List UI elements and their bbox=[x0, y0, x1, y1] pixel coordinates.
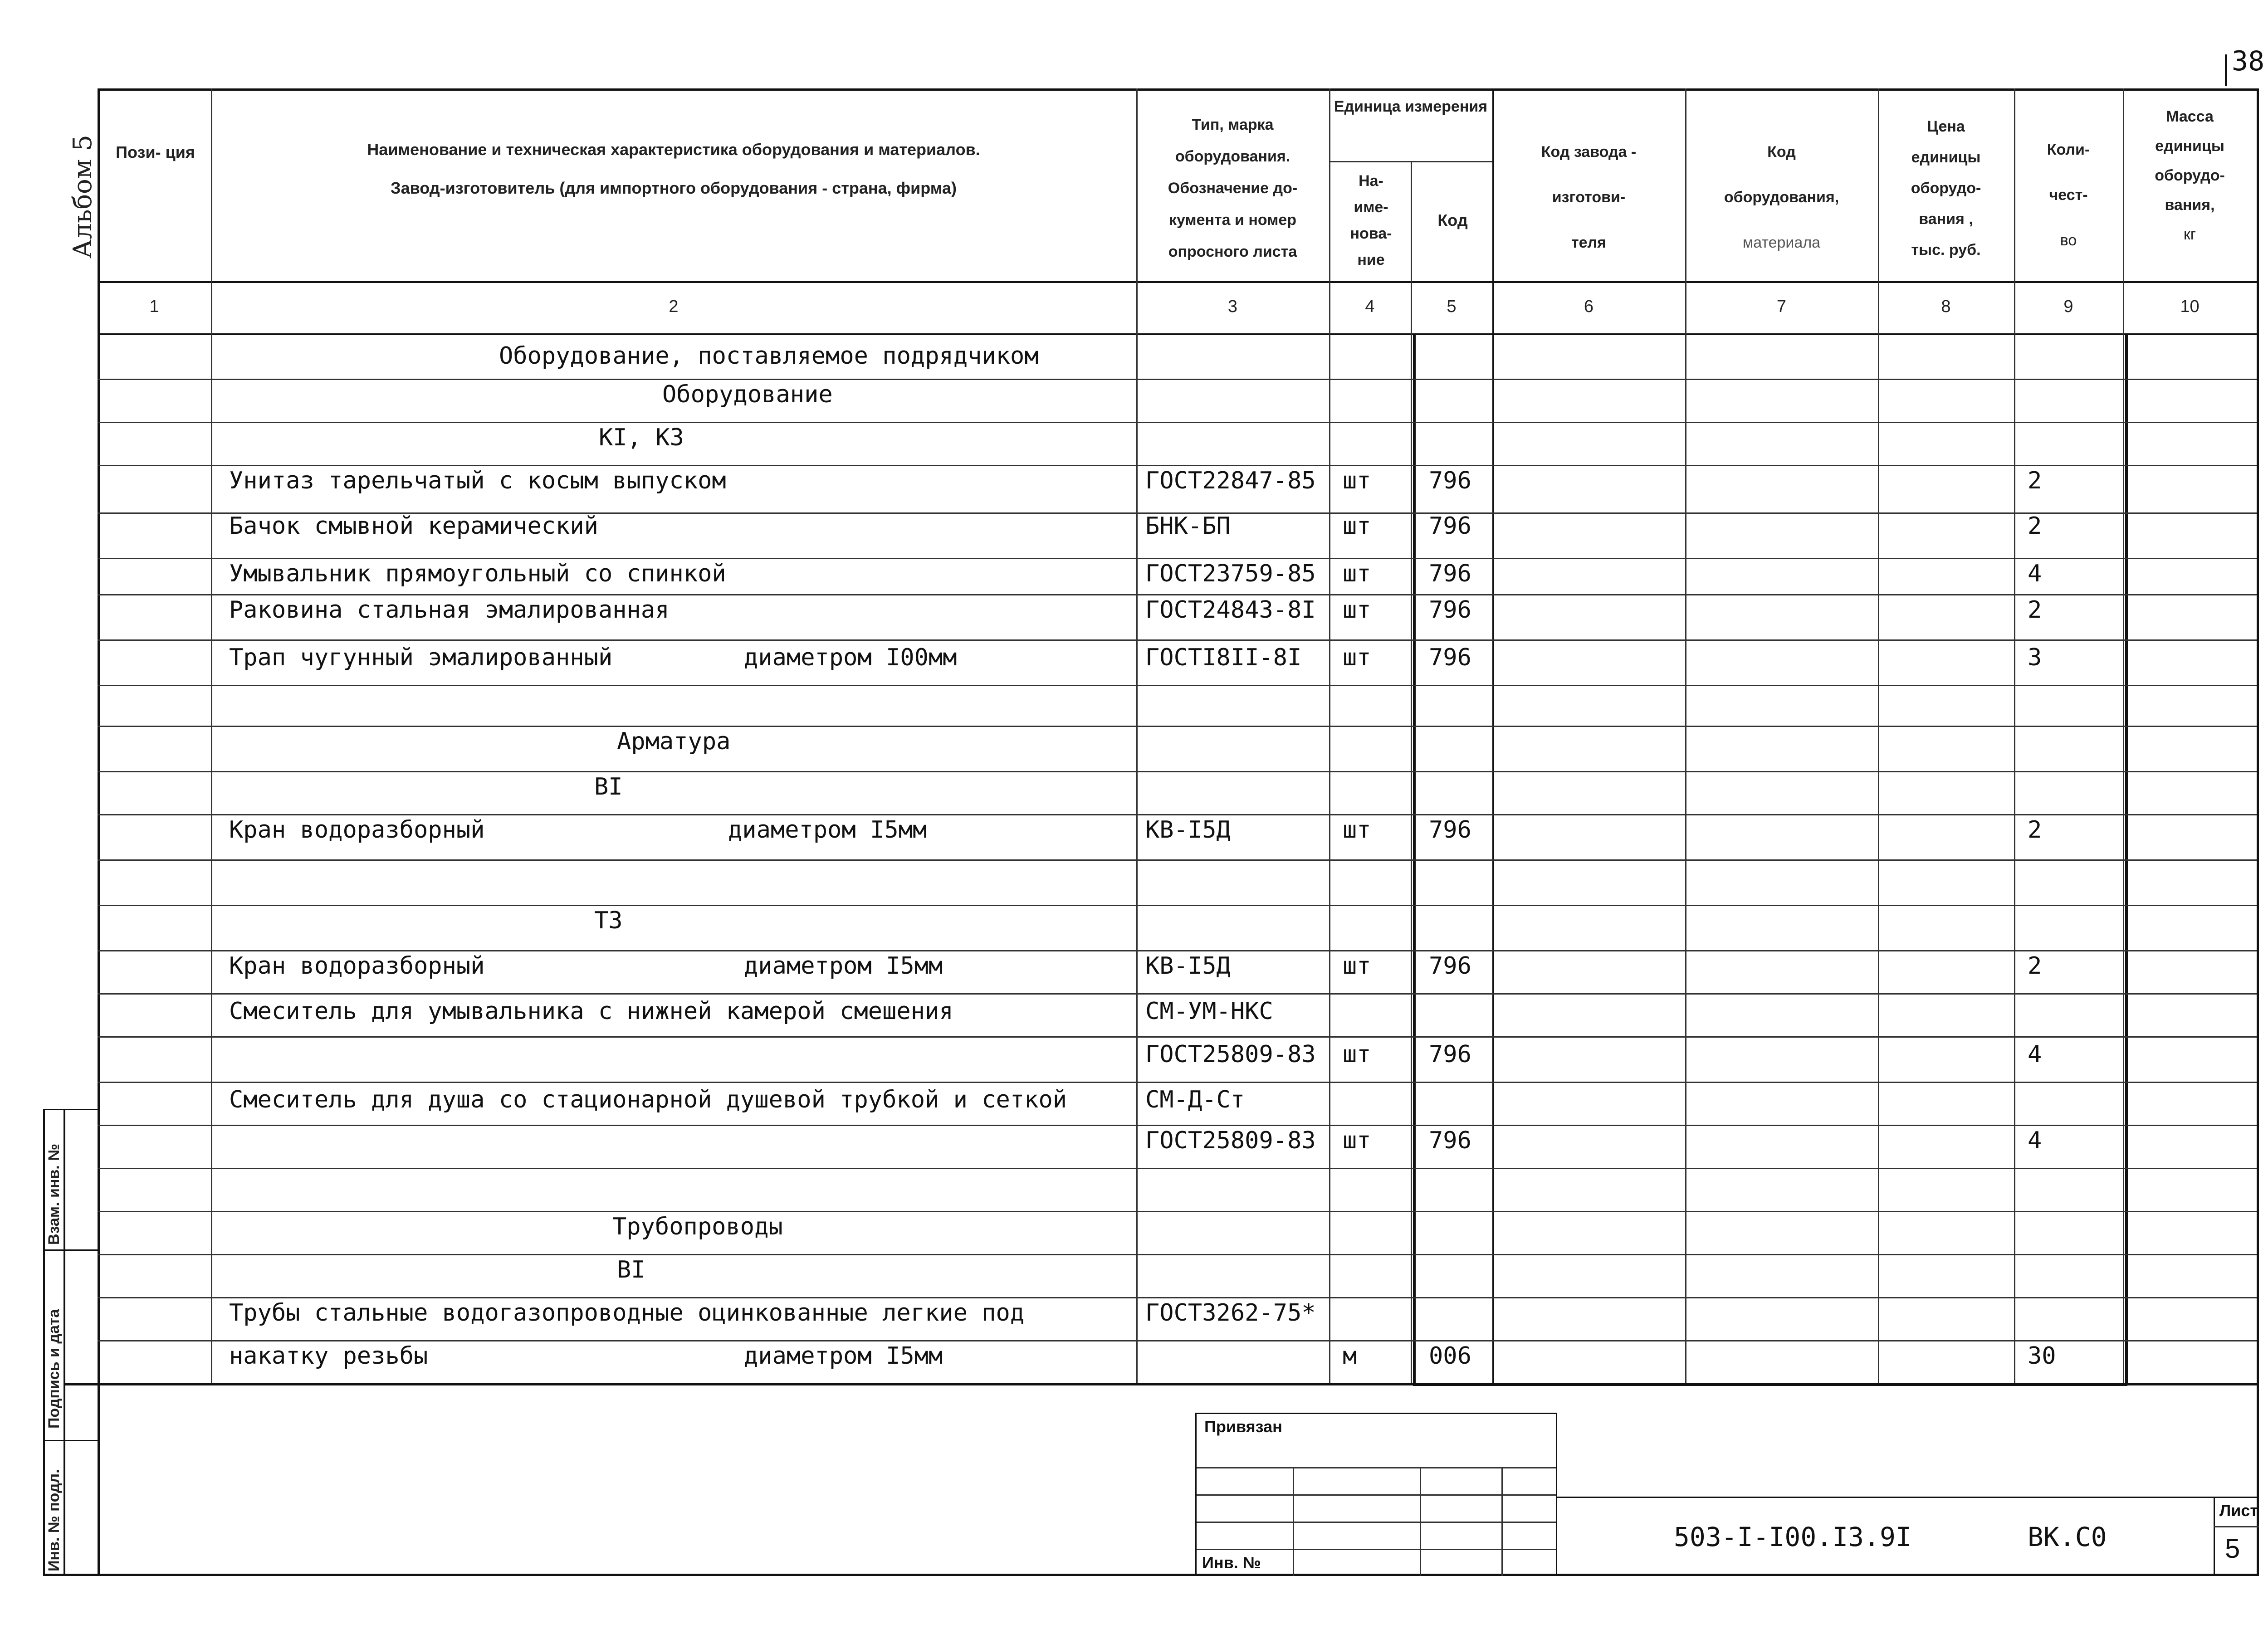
page-number-mark bbox=[2225, 54, 2227, 86]
row-unit: шт bbox=[1343, 952, 1371, 980]
row-unit-code: 796 bbox=[1429, 816, 1471, 844]
document-code: 503-I-I00.I3.9I bbox=[1674, 1522, 1911, 1552]
row-divider bbox=[98, 558, 2257, 559]
row-divider bbox=[98, 950, 2257, 951]
row-unit-code: 796 bbox=[1429, 560, 1471, 587]
sheet-number: 5 bbox=[2225, 1533, 2240, 1564]
row-name: Умывальник прямоугольный со спинкой bbox=[229, 560, 726, 587]
row-divider bbox=[98, 814, 2257, 815]
header-type: Тип, марка оборудования. Обозначение до- кумента и номер опросного листа bbox=[1168, 116, 1298, 260]
row-name: Трап чугунный эмалированный bbox=[229, 644, 613, 671]
row-quantity: 2 bbox=[2028, 816, 2042, 844]
header-name: Наименование и техническая характеристика оборудования и материалов. Завод-изготовитель (для импортного оборудования - страна, фирма) bbox=[367, 140, 980, 197]
header-unit-code: Код bbox=[1437, 211, 1468, 229]
row-name: ВI bbox=[594, 773, 623, 800]
row-divider bbox=[98, 1340, 2257, 1341]
row-divider bbox=[98, 993, 2257, 995]
row-name: Смеситель для душа со стационарной душевой трубкой и сеткой bbox=[229, 1086, 1067, 1113]
stamp-sign-date: Подпись и дата bbox=[45, 1309, 63, 1429]
row-type: ГОСТ23759-85 bbox=[1145, 560, 1316, 587]
row-type: БНК-БП bbox=[1145, 512, 1231, 540]
album-label: Альбом 5 bbox=[68, 135, 98, 259]
row-type: ГОСТI8II-8I bbox=[1145, 644, 1302, 671]
row-unit: шт bbox=[1343, 1127, 1371, 1154]
row-unit: шт bbox=[1343, 816, 1371, 844]
header-unit-group: Единица измерения bbox=[1334, 98, 1488, 115]
row-unit-code: 796 bbox=[1429, 512, 1471, 540]
row-quantity: 2 bbox=[2028, 467, 2042, 494]
row-quantity: 4 bbox=[2028, 560, 2042, 587]
row-divider bbox=[98, 1168, 2257, 1169]
row-name: Оборудование bbox=[662, 381, 833, 408]
row-name: КI, К3 bbox=[599, 424, 684, 451]
row-name: Трубы стальные водогазопроводные оцинкованные легкие под bbox=[229, 1299, 1025, 1327]
row-divider bbox=[98, 639, 2257, 641]
privyazan-label: Привязан bbox=[1204, 1417, 1282, 1436]
row-name: Арматура bbox=[617, 728, 731, 755]
stamp-vzam-inv: Взам. инв. № bbox=[45, 1143, 63, 1245]
page-number-top: 38 bbox=[2232, 45, 2265, 77]
row-unit: шт bbox=[1343, 467, 1371, 494]
row-quantity: 30 bbox=[2028, 1342, 2056, 1370]
header-equipment-code: Код оборудования, материала bbox=[1724, 143, 1839, 251]
row-name-detail: диаметром I5мм bbox=[744, 952, 943, 980]
row-divider bbox=[98, 771, 2257, 772]
row-divider bbox=[98, 685, 2257, 686]
row-divider bbox=[98, 1036, 2257, 1038]
row-unit: м bbox=[1343, 1342, 1357, 1370]
row-unit-code: 796 bbox=[1429, 467, 1471, 494]
row-divider bbox=[98, 1211, 2257, 1212]
row-unit-code: 006 bbox=[1429, 1342, 1471, 1370]
sheet-label: Лист bbox=[2219, 1501, 2258, 1520]
row-quantity: 2 bbox=[2028, 952, 2042, 980]
row-divider bbox=[98, 905, 2257, 906]
row-name: Раковина стальная эмалированная bbox=[229, 596, 670, 624]
row-unit: шт bbox=[1343, 596, 1371, 624]
row-name: Оборудование, поставляемое подрядчиком bbox=[499, 342, 1039, 370]
row-name: Смеситель для умывальника с нижней камерой смешения bbox=[229, 998, 953, 1025]
row-unit: шт bbox=[1343, 512, 1371, 540]
row-type: ГОСТ3262-75* bbox=[1145, 1299, 1316, 1327]
row-unit-code: 796 bbox=[1429, 952, 1471, 980]
row-type: ГОСТ22847-85 bbox=[1145, 467, 1316, 494]
row-unit-code: 796 bbox=[1429, 1127, 1471, 1154]
row-divider bbox=[98, 465, 2257, 466]
row-type: ГОСТ24843-8I bbox=[1145, 596, 1316, 624]
row-unit-code: 796 bbox=[1429, 644, 1471, 671]
row-unit: шт bbox=[1343, 644, 1371, 671]
inv-no-label: Инв. № bbox=[1202, 1553, 1261, 1572]
row-type: КВ-I5Д bbox=[1145, 816, 1231, 844]
row-type: СМ-УМ-НКС bbox=[1145, 998, 1273, 1025]
row-name: Кран водоразборный bbox=[229, 952, 485, 980]
stamp-inv-orig: Инв. № подл. bbox=[45, 1469, 63, 1571]
row-name-detail: диаметром I00мм bbox=[744, 644, 957, 671]
row-type: КВ-I5Д bbox=[1145, 952, 1231, 980]
row-name: ВI bbox=[617, 1256, 645, 1283]
row-unit: шт bbox=[1343, 1041, 1371, 1068]
header-quantity: Коли- чест- во bbox=[2047, 141, 2090, 249]
row-divider bbox=[98, 1254, 2257, 1255]
row-quantity: 4 bbox=[2028, 1127, 2042, 1154]
row-divider bbox=[98, 1297, 2257, 1298]
row-name-detail: диаметром I5мм bbox=[728, 816, 927, 844]
row-divider bbox=[98, 1125, 2257, 1126]
row-unit-code: 796 bbox=[1429, 596, 1471, 624]
row-name: Трубопроводы bbox=[612, 1213, 783, 1240]
row-name-detail: диаметром I5мм bbox=[744, 1342, 943, 1370]
header-mass: Масса единицы оборудо- вания, кг bbox=[2155, 108, 2225, 243]
header-position: Пози- ция bbox=[116, 143, 195, 161]
row-quantity: 2 bbox=[2028, 512, 2042, 540]
row-unit: шт bbox=[1343, 560, 1371, 587]
row-name: Кран водоразборный bbox=[229, 816, 485, 844]
row-quantity: 3 bbox=[2028, 644, 2042, 671]
header-price: Цена единицы оборудо- вания , тыс. руб. bbox=[1911, 118, 1981, 259]
row-divider bbox=[98, 726, 2257, 727]
row-divider bbox=[98, 379, 2257, 380]
row-divider bbox=[98, 1082, 2257, 1083]
header-factory-code: Код завода - изготови- теля bbox=[1541, 143, 1637, 251]
row-name: Бачок смывной керамический bbox=[229, 512, 598, 540]
row-divider bbox=[98, 422, 2257, 423]
row-divider bbox=[98, 594, 2257, 595]
row-type: СМ-Д-Ст bbox=[1145, 1086, 1245, 1113]
row-divider bbox=[98, 859, 2257, 861]
document-mark: ВК.С0 bbox=[2028, 1522, 2107, 1552]
header-unit-name: На- име- нова- ние bbox=[1350, 172, 1392, 268]
row-quantity: 4 bbox=[2028, 1041, 2042, 1068]
row-name: Унитаз тарельчатый с косым выпуском bbox=[229, 467, 726, 494]
row-name: накатку резьбы bbox=[229, 1342, 428, 1370]
row-type: ГОСТ25809-83 bbox=[1145, 1127, 1316, 1154]
row-quantity: 2 bbox=[2028, 596, 2042, 624]
row-name: Т3 bbox=[594, 907, 623, 934]
row-unit-code: 796 bbox=[1429, 1041, 1471, 1068]
row-type: ГОСТ25809-83 bbox=[1145, 1041, 1316, 1068]
